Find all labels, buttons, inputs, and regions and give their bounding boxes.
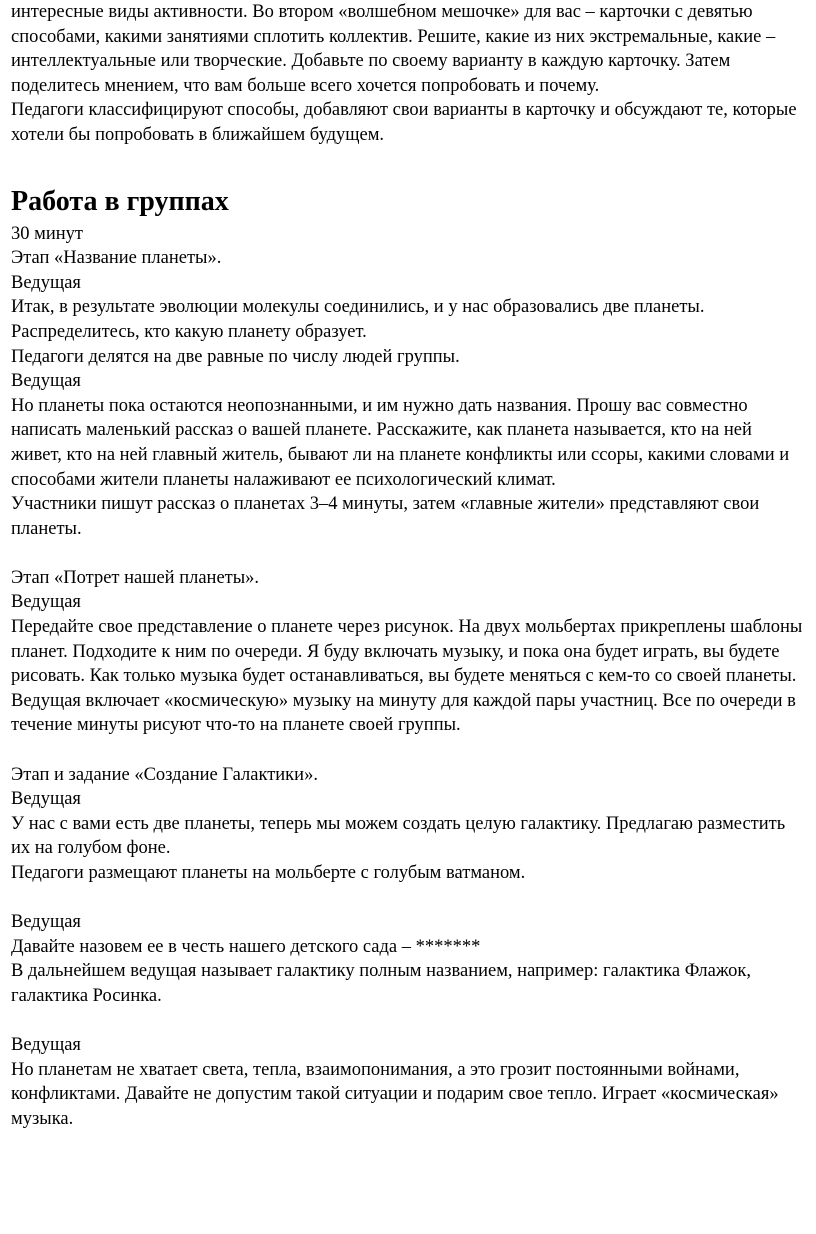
speaker-text: Но планеты пока остаются неопознанными, и им нужно дать названия. Прошу вас совместно написать маленький рассказ о вашей планете. Расскажите, как планета называется, кто на ней живет, кто на ней главный житель, бывают ли на планете конфликты или ссоры, какими словами и способами жители планеты налаживают ее психологический климат.: [11, 395, 790, 490]
spacer: [11, 148, 807, 182]
action-text: В дальнейшем ведущая называет галактику полным названием, например: галактика Флажок, галактика Росинка.: [11, 961, 752, 1006]
spacer: [11, 1009, 807, 1034]
section-duration: 30 минут: [11, 223, 83, 244]
action-text: Педагоги размещают планеты на мольберте с голубым ватманом.: [11, 863, 526, 883]
speaker-text: Итак, в результате эволюции молекулы соединились, и у нас образовались две планеты. Распределитесь, кто какую планету образует.: [11, 297, 705, 342]
speaker-text: Давайте назовем ее в честь нашего детского сада – *******: [11, 936, 481, 957]
speaker-text: Но планетам не хватает света, тепла, взаимопонимания, а это грозит постоянными войнами, конфликтами. Давайте не допустим такой ситуации и подарим свое тепло. Играет «космическая» музыка.: [11, 1059, 779, 1129]
speaker-text: У нас с вами есть две планеты, теперь мы можем создать целую галактику. Предлагаю разместить их на голубом фоне.: [11, 813, 786, 859]
spacer: [11, 541, 807, 566]
speaker-label: Ведущая: [11, 912, 81, 933]
speaker-label: Ведущая: [11, 1035, 81, 1056]
spacer: [11, 886, 807, 911]
action-text: Участники пишут рассказ о планетах 3–4 минуты, затем «главные жители» представляют свои планеты.: [11, 494, 760, 539]
speaker-text: Передайте свое представление о планете через рисунок. На двух мольбертах прикреплены шаблоны планет. Подходите к ним по очереди. Я буду включать музыку, и пока она будет играть, вы будете рисовать. Как только музыка будет останавливаться, вы будете меняться с кем-то со своей планеты.: [11, 617, 803, 687]
speaker-label: Ведущая: [11, 371, 81, 392]
section-heading: Работа в группах: [11, 185, 229, 217]
speaker-label: Ведущая: [11, 272, 81, 293]
stage-title: Этап и задание «Создание Галактики».: [11, 764, 318, 785]
stage-title: Этап «Потрет нашей планеты».: [11, 567, 260, 588]
document-page: [11, 0, 807, 1132]
action-text: Ведущая включает «космическую» музыку на минуту для каждой пары участниц. Все по очереди в течение минуты рисуют что-то на планете своей группы.: [11, 690, 796, 736]
action-text: Педагоги делятся на две равные по числу людей группы.: [11, 346, 460, 367]
stage-title: Этап «Название планеты».: [11, 248, 222, 269]
spacer: [11, 738, 807, 763]
intro-paragraph: интересные виды активности. Во втором «волшебном мешочке» для вас – карточки с девятью способами, какими занятиями сплотить коллектив. Решите, какие из них экстремальные, какие – интеллектуальные или творческие. Добавьте по своему варианту в каждую карточку. Затем поделитесь мнением, что вам больше всего хочется попробовать и почему.: [11, 2, 776, 96]
intro-paragraph-2: Педагоги классифицируют способы, добавляют свои варианты в карточку и обсуждают те, которые хотели бы попробовать в ближайшем будущем.: [11, 100, 797, 145]
speaker-label: Ведущая: [11, 592, 81, 613]
speaker-label: Ведущая: [11, 789, 81, 810]
